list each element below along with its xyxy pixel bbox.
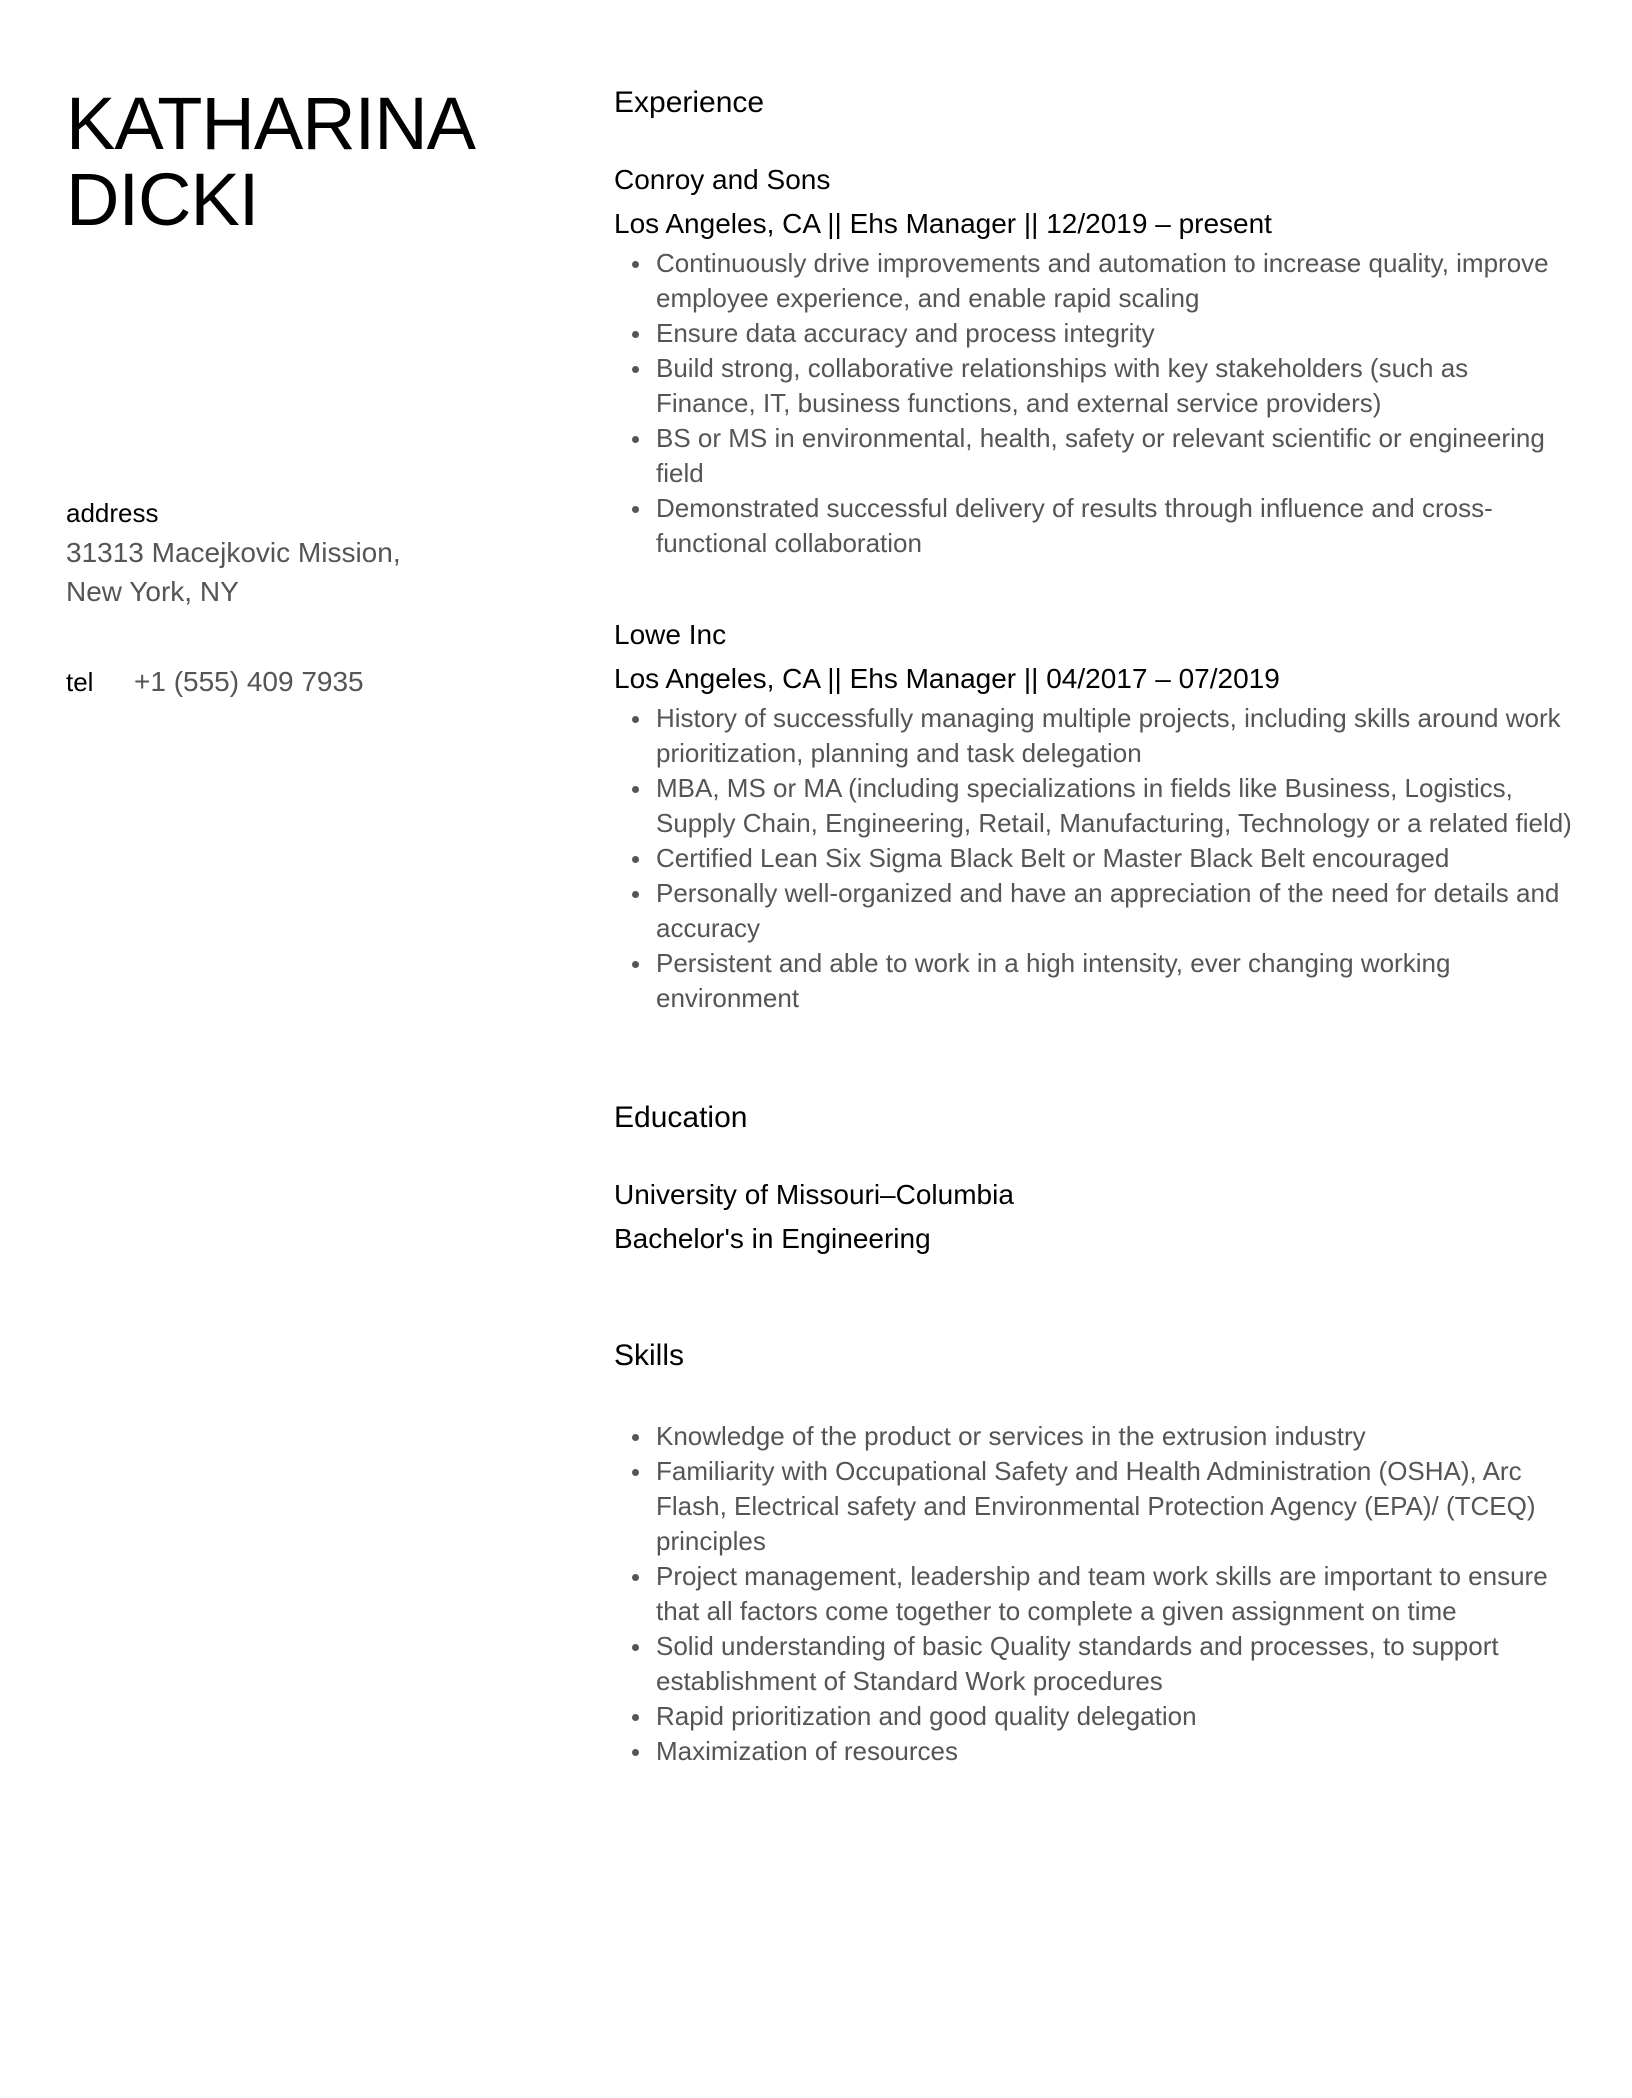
address-label: address [66,498,159,528]
skills-list [614,1419,1574,1769]
bullet-item: Ensure data accuracy and process integrity [656,316,1574,351]
skill-item: Knowledge of the product or services in the extrusion industry [656,1419,1574,1454]
skill-item: Rapid prioritization and good quality delegation [656,1699,1574,1734]
address-line-1: 31313 Macejkovic Mission, [66,537,401,568]
skill-item: Project management, leadership and team work skills are important to ensure that all factors come together to complete a given assignment on time [656,1559,1574,1629]
experience-heading: Experience [614,86,765,119]
skill-item: Maximization of resources [656,1734,1574,1769]
name-block [66,82,546,241]
skill-item: Familiarity with Occupational Safety and Health Administration (OSHA), Arc Flash, Electrical safety and Environmental Protection Agency (EPA)/ (TCEQ) principles [656,1454,1574,1559]
bullet-item: Certified Lean Six Sigma Black Belt or Master Black Belt encouraged [656,841,1574,876]
job-meta: Los Angeles, CA || Ehs Manager || 12/2019 – present [614,208,1272,239]
skills-heading: Skills [614,1339,685,1372]
job-bullets [614,701,1574,1016]
experience-section [614,84,1574,1016]
job-bullets [614,246,1574,561]
job-entry [614,162,1574,561]
job-entry [614,617,1574,1016]
bullet-item: History of successfully managing multiple projects, including skills around work prioritization, planning and task delegation [656,701,1574,771]
education-school: University of Missouri–Columbia [614,1179,1014,1210]
address-line-2: New York, NY [66,576,239,607]
bullet-item: Continuously drive improvements and automation to increase quality, improve employee experience, and enable rapid scaling [656,246,1574,316]
job-meta: Los Angeles, CA || Ehs Manager || 04/2017 – 07/2019 [614,663,1280,694]
address-value [66,533,546,611]
tel-label: tel [66,667,94,697]
main-column [614,84,1574,1769]
education-heading: Education [614,1101,748,1134]
bullet-item: BS or MS in environmental, health, safety or relevant scientific or engineering field [656,421,1574,491]
tel-block [66,666,364,698]
skill-item: Solid understanding of basic Quality standards and processes, to support establishment of Standard Work procedures [656,1629,1574,1699]
first-name: KATHARINA [66,82,476,165]
last-name: DICKI [66,158,259,241]
bullet-item: MBA, MS or MA (including specializations in fields like Business, Logistics, Supply Chain, Engineering, Retail, Manufacturing, Technology or a related field) [656,771,1574,841]
bullet-item: Persistent and able to work in a high intensity, ever changing working environment [656,946,1574,1016]
job-company: Lowe Inc [614,619,727,650]
education-degree: Bachelor's in Engineering [614,1223,931,1254]
job-company: Conroy and Sons [614,164,831,195]
tel-value: +1 (555) 409 7935 [134,666,364,697]
education-section [614,1099,1574,1257]
bullet-item: Build strong, collaborative relationships with key stakeholders (such as Finance, IT, business functions, and external service providers) [656,351,1574,421]
candidate-name [66,82,546,241]
address-block [66,497,546,611]
bullet-item: Personally well-organized and have an appreciation of the need for details and accuracy [656,876,1574,946]
bullet-item: Demonstrated successful delivery of results through influence and cross-functional collaboration [656,491,1574,561]
skills-section [614,1337,1574,1769]
